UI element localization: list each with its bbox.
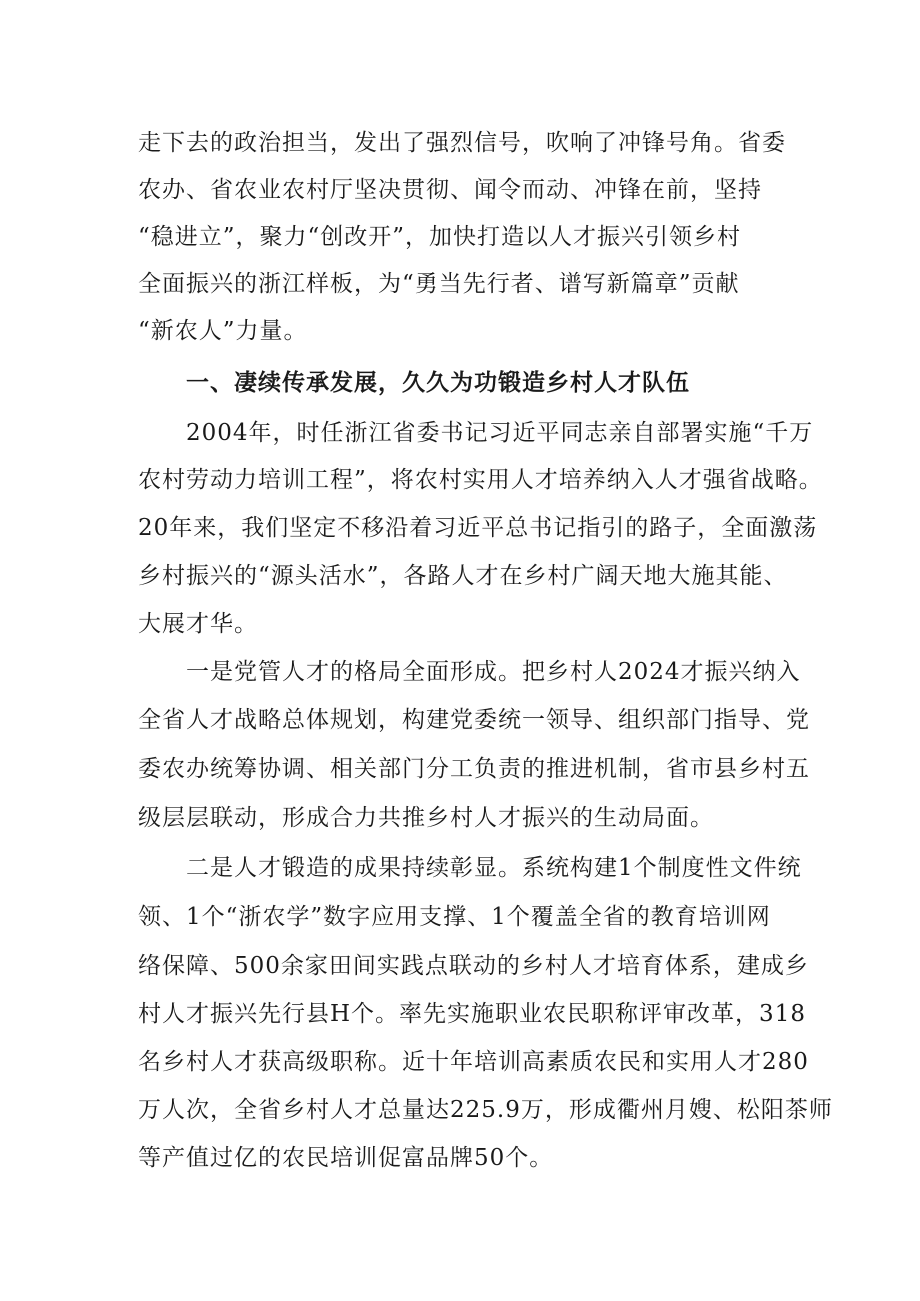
text-line: 级层层联动，形成合力共推乡村人才振兴的生动局面。 [138, 805, 714, 831]
text-line: “稳进立”，聚力“创改开”，加快打造以人才振兴引领乡村 [138, 224, 742, 250]
text-line: 乡村振兴的“源头活水”，各路人才在乡村广阔天地大施其能、 [138, 563, 788, 589]
text-line: 络保障、500余家田间实践点联动的乡村人才培育体系，建成乡 [138, 953, 809, 979]
text-line: 名乡村人才获高级职称。近十年培训高素质农民和实用人才280 [138, 1049, 809, 1075]
text-line: 全面振兴的浙江样板，为“勇当先行者、谱写新篇章”贡献 [138, 271, 740, 297]
text-line: 委农办统筹协调、相关部门分工负责的推进机制，省市县乡村五 [138, 756, 810, 782]
text-line: 村人才振兴先行县H个。率先实施职业农民职称评审改革，318 [138, 1001, 806, 1027]
text-line: 走下去的政治担当，发出了强烈信号，吹响了冲锋号角。省委 [138, 130, 786, 156]
text-line: 20年来，我们坚定不移沿着习近平总书记指引的路子，全面激荡 [138, 515, 818, 541]
text-line: 2004年，时任浙江省委书记习近平同志亲自部署实施“千万 [186, 420, 814, 446]
text-line: 二是人才锻造的成果持续彰显。系统构建1个制度性文件统 [186, 855, 802, 881]
text-line: 农办、省农业农村厅坚决贯彻、闻令而动、冲锋在前，坚持 [138, 177, 762, 203]
section-heading: 一、凄续传承发展，久久为功锻造乡村人才队伍 [186, 370, 690, 396]
text-line: 万人次，全省乡村人才总量达225.9万，形成衢州月嫂、松阳茶师 [138, 1097, 833, 1123]
text-line: 等产值过亿的农民培训促富品牌50个。 [138, 1145, 554, 1171]
text-line: 全省人才战略总体规划，构建党委统一领导、组织部门指导、党 [138, 707, 810, 733]
text-line: 大展才华。 [138, 611, 258, 637]
text-line: 一是党管人才的格局全面形成。把乡村人2024才振兴纳入 [186, 659, 801, 685]
text-line: 农村劳动力培训工程”，将农村实用人才培养纳入人才强省战略。 [138, 467, 823, 493]
text-line: “新农人”力量。 [138, 318, 308, 344]
text-line: 领、1个“浙农学”数字应用支撑、1个覆盖全省的教育培训网 [138, 904, 771, 930]
